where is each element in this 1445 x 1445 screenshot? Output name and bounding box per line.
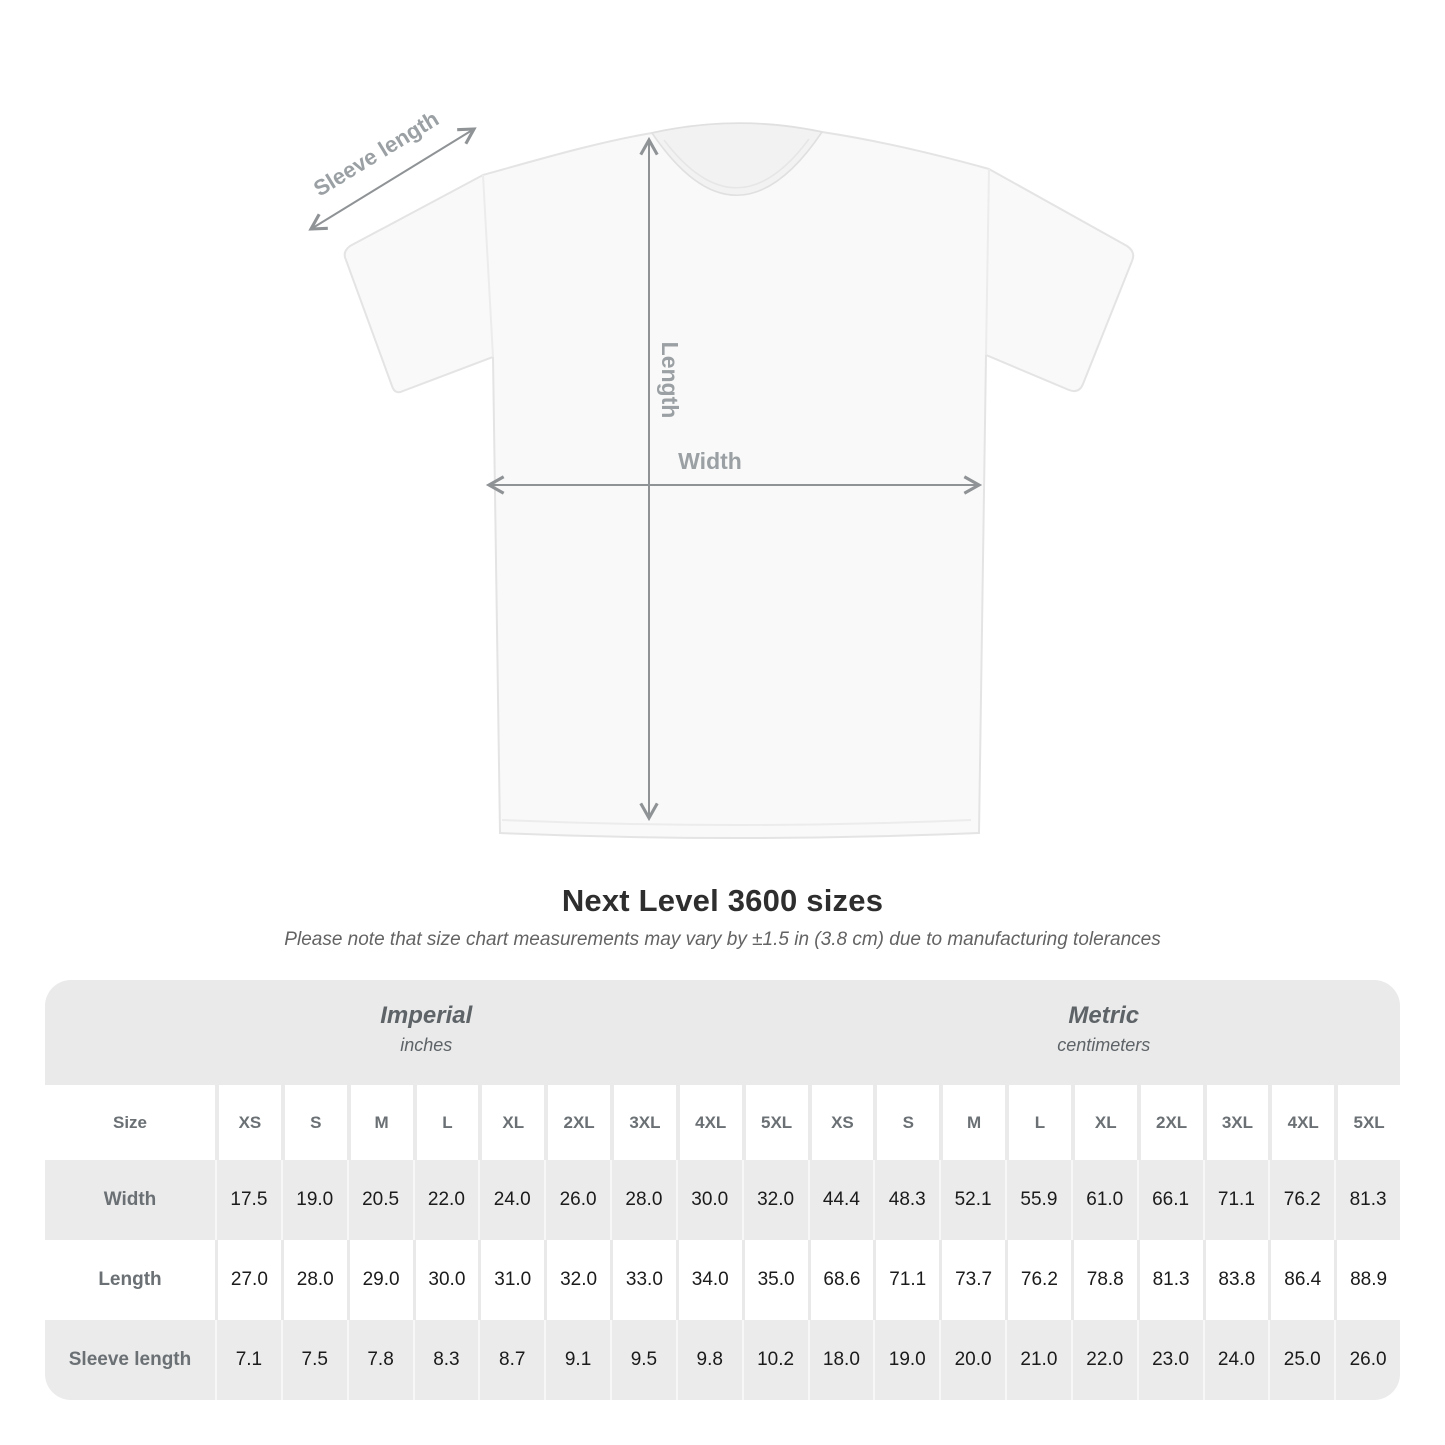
page-title: Next Level 3600 sizes — [561, 883, 884, 918]
row-label: Sleeve length — [45, 1320, 215, 1400]
value-cell-metric: 78.8 — [1071, 1240, 1137, 1320]
value-cell-imperial: 7.8 — [347, 1320, 413, 1400]
value-cell-metric: 23.0 — [1137, 1320, 1203, 1400]
value-cell-metric: 44.4 — [808, 1160, 874, 1240]
row-label: Width — [45, 1160, 215, 1240]
size-header-imperial-xl: XL — [478, 1085, 544, 1160]
value-cell-metric: 21.0 — [1005, 1320, 1071, 1400]
imperial-header — [45, 980, 808, 1085]
size-header-metric-m: M — [939, 1085, 1005, 1160]
value-cell-metric: 71.1 — [1203, 1160, 1269, 1240]
value-cell-metric: 71.1 — [873, 1240, 939, 1320]
size-header-metric-s: S — [873, 1085, 939, 1160]
metric-header — [808, 980, 1401, 1085]
value-cell-imperial: 31.0 — [478, 1240, 544, 1320]
value-cell-metric: 76.2 — [1005, 1240, 1071, 1320]
value-cell-metric: 68.6 — [808, 1240, 874, 1320]
row-label: Length — [45, 1240, 215, 1320]
size-header-metric-xl: XL — [1071, 1085, 1137, 1160]
value-cell-metric: 25.0 — [1268, 1320, 1334, 1400]
size-header-metric-xs: XS — [808, 1085, 874, 1160]
size-header-metric-4xl: 4XL — [1268, 1085, 1334, 1160]
value-cell-imperial: 35.0 — [742, 1240, 808, 1320]
value-cell-metric: 20.0 — [939, 1320, 1005, 1400]
value-cell-metric: 86.4 — [1268, 1240, 1334, 1320]
value-cell-imperial: 20.5 — [347, 1160, 413, 1240]
value-cell-imperial: 8.7 — [478, 1320, 544, 1400]
value-cell-metric: 76.2 — [1268, 1160, 1334, 1240]
metric-unit: centimeters — [1057, 1034, 1151, 1055]
value-cell-imperial: 9.1 — [544, 1320, 610, 1400]
value-cell-imperial: 22.0 — [413, 1160, 479, 1240]
metric-title: Metric — [1068, 1001, 1140, 1029]
value-cell-imperial: 30.0 — [676, 1160, 742, 1240]
value-cell-metric: 73.7 — [939, 1240, 1005, 1320]
imperial-unit: inches — [400, 1034, 453, 1055]
size-header-imperial-s: S — [281, 1085, 347, 1160]
width-label: Width — [678, 448, 742, 474]
value-cell-metric: 24.0 — [1203, 1320, 1269, 1400]
value-cell-metric: 66.1 — [1137, 1160, 1203, 1240]
size-column-header: Size — [45, 1085, 215, 1160]
value-cell-imperial: 26.0 — [544, 1160, 610, 1240]
size-header-metric-5xl: 5XL — [1334, 1085, 1400, 1160]
value-cell-metric: 83.8 — [1203, 1240, 1269, 1320]
size-header-metric-2xl: 2XL — [1137, 1085, 1203, 1160]
value-cell-imperial: 29.0 — [347, 1240, 413, 1320]
value-cell-metric: 61.0 — [1071, 1160, 1137, 1240]
value-cell-metric: 19.0 — [873, 1320, 939, 1400]
value-cell-imperial: 8.3 — [413, 1320, 479, 1400]
size-header-imperial-xs: XS — [215, 1085, 281, 1160]
value-cell-imperial: 7.1 — [215, 1320, 281, 1400]
value-cell-imperial: 33.0 — [610, 1240, 676, 1320]
value-cell-metric: 26.0 — [1334, 1320, 1400, 1400]
size-table — [45, 980, 1400, 1400]
value-cell-imperial: 7.5 — [281, 1320, 347, 1400]
tshirt-outline — [345, 123, 1134, 838]
size-header-imperial-2xl: 2XL — [544, 1085, 610, 1160]
value-cell-metric: 22.0 — [1071, 1320, 1137, 1400]
length-label: Length — [657, 341, 683, 419]
size-header-imperial-l: L — [413, 1085, 479, 1160]
value-cell-metric: 52.1 — [939, 1160, 1005, 1240]
value-cell-imperial: 28.0 — [281, 1240, 347, 1320]
value-cell-metric: 88.9 — [1334, 1240, 1400, 1320]
value-cell-metric: 18.0 — [808, 1320, 874, 1400]
value-cell-metric: 81.3 — [1137, 1240, 1203, 1320]
size-header-metric-3xl: 3XL — [1203, 1085, 1269, 1160]
value-cell-imperial: 24.0 — [478, 1160, 544, 1240]
value-cell-imperial: 9.8 — [676, 1320, 742, 1400]
value-cell-imperial: 32.0 — [742, 1160, 808, 1240]
value-cell-imperial: 10.2 — [742, 1320, 808, 1400]
size-header-metric-l: L — [1005, 1085, 1071, 1160]
size-header-imperial-m: M — [347, 1085, 413, 1160]
value-cell-imperial: 28.0 — [610, 1160, 676, 1240]
value-cell-imperial: 17.5 — [215, 1160, 281, 1240]
tolerance-note: Please note that size chart measurements may vary by ±1.5 in (3.8 cm) due to manufacturing tolerances — [284, 929, 1161, 950]
value-cell-imperial: 32.0 — [544, 1240, 610, 1320]
value-cell-imperial: 34.0 — [676, 1240, 742, 1320]
size-header-imperial-5xl: 5XL — [742, 1085, 808, 1160]
size-header-imperial-3xl: 3XL — [610, 1085, 676, 1160]
imperial-title: Imperial — [380, 1001, 473, 1029]
value-cell-metric: 55.9 — [1005, 1160, 1071, 1240]
value-cell-metric: 48.3 — [873, 1160, 939, 1240]
value-cell-imperial: 30.0 — [413, 1240, 479, 1320]
value-cell-imperial: 27.0 — [215, 1240, 281, 1320]
size-header-imperial-4xl: 4XL — [676, 1085, 742, 1160]
value-cell-metric: 81.3 — [1334, 1160, 1400, 1240]
value-cell-imperial: 9.5 — [610, 1320, 676, 1400]
value-cell-imperial: 19.0 — [281, 1160, 347, 1240]
sleeve-length-label: Sleeve length — [309, 105, 444, 202]
